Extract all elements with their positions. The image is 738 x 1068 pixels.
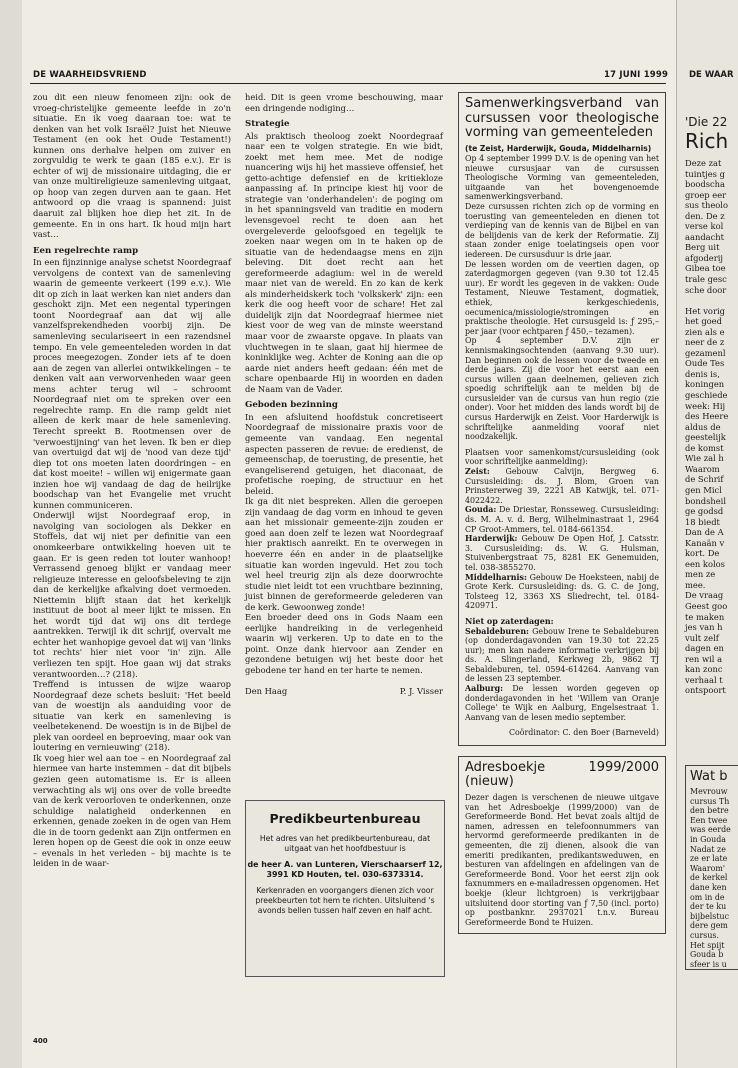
signature	[245, 686, 443, 697]
text-line: mee.	[685, 579, 706, 590]
box-title: Samenwerkingsverband van cursussen voor theologische vorming van gemeenteleden	[465, 96, 659, 140]
location-entry	[465, 684, 659, 722]
text-line: Oude Tes	[685, 358, 725, 369]
location-entry	[465, 467, 659, 505]
text-line: denis is,	[685, 368, 720, 379]
location-text: De Driestar, Ronsseweg. Cursusleiding: ds. M. A. v. d. Berg, Wilhelminastraat 1, 2964 CP Groot-Ammers, tel. 0184-661354.	[465, 505, 659, 534]
text-line: koningen	[685, 379, 725, 390]
box-title: Predikbeurtenbureau	[269, 811, 421, 826]
box-text: Kerkenraden en voorgangers dienen zich voor preekbeurten tot hem te richten. Uitsluitend 's avonds bellen tussen half zeven en half acht.	[255, 886, 435, 915]
text-line: 18 biedt	[685, 516, 720, 527]
location-name: Middelharnis:	[465, 572, 527, 582]
adjacent-title	[685, 115, 728, 152]
location-entry	[465, 505, 659, 534]
place: Den Haag	[245, 685, 288, 696]
text-line	[685, 295, 738, 306]
text-line: ren wil a	[685, 653, 723, 664]
text-line: verhaal t	[685, 674, 723, 685]
text-line: groep eer	[685, 189, 727, 200]
text-line: sfeer is u	[690, 959, 727, 969]
text-line: des Heere	[685, 411, 729, 422]
box-paragraph: Op 4 september D.V. zijn er kennismakingsochtenden (aanvang 9.30 uur). Dan beginnen ook de lessen voor de tweede en derde jaars. Zij die voor het eerst aan een cursus willen gaan deelnemen, gelieven zich spoedig schriftelijk aan te melden bij de cursusleider van de cursus van hun regio (zie onder). Voor het midden des lands wordt bij de cursus Harderwijk en Zeist. Voor Harderwijk is schriftelijke aanmelding vooraf niet noodzakelijk.	[465, 336, 659, 442]
text-line: sus theolo	[685, 200, 728, 211]
text-line: om in de	[690, 892, 725, 902]
adjacent-box-title: Wat b	[690, 769, 728, 784]
text-line: afgoderij	[685, 252, 723, 263]
location-name: Aalburg:	[465, 684, 504, 694]
paragraph: zou dit een nieuw fenomeen zijn: ook de vroeg-christelijke gemeente leefde in zo'n situatie. En ik voeg daaraan toe: wat te denken van het volk Israël? Juist het Nieuwe Testament (en ook het Oude Testament!) kunnen ons derhalve helpen om zuiver en zorgvuldig te werk te gaan (185 e.v.). Er is echter of wij de missionaire uitdaging, die er van onze multireligieuze samenleving uitgaat, op hoop van zegen durven aan te gaan. Het antwoord op die vraag is spannend: juist daaruit zal blijken hoe diep het zit. In de gemeente. En in ons hart. Ik houd mijn hart vast…	[33, 92, 231, 240]
text-line: verse kol	[685, 221, 724, 232]
location-entry	[465, 573, 659, 611]
text-line: te maken	[685, 611, 725, 622]
text-line: gezamenl	[685, 347, 726, 358]
adjacent-box	[685, 765, 738, 970]
coordinator: Coördinator: C. den Boer (Barneveld)	[509, 728, 659, 738]
text-line: dere gem	[690, 921, 728, 931]
text-line: Kanaän v	[685, 537, 725, 548]
adjacent-column	[685, 158, 738, 696]
location-entry	[465, 534, 659, 572]
paragraph: Een broeder deed ons in Gods Naam een eerlijke handreiking in de verlegenheid waarin wij verkeren. Up to date en to the point. Onze dank hiervoor aan Zender en gezondene betuigen wij het beste door het gebodene ter hand en ter harte te nemen.	[245, 612, 443, 675]
page-number: 400	[33, 1037, 48, 1045]
box-paragraph: Plaatsen voor samenkomst/cursusleiding (ook voor schriftelijke aanmelding):	[465, 447, 659, 467]
text-line: dane ken	[690, 882, 727, 892]
paragraph: Als praktisch theoloog zoekt Noordegraaf naar een te volgen strategie. En wie bidt, zoekt met hem mee. Met de nodige nuancering wijs hij het massieve offensief, het getto-achtige defensief en de kritiekloze aanpassing af. In principe kiest hij voor de strategie van 'onderhandelen': de poging om in het spanningsveld van traditie en modern levensgevoel recht te doen aan het overgeleverde geloofsgoed en tegelijk te zoeken naar wegen om in te haken op de situatie van de hedendaagse mens en zijn beleving. Dit doet recht aan het gereformeerde adagium: wel in de wereld maar niet van de wereld. En zo kan de kerk als minderheidskerk toch 'volkskerk' zijn: een kerk die oog heeft voor de schare! Het zal duidelijk zijn dat Noordegraaf hiermee niet kiest voor de weg van de minste weerstand maar voor de zwaarste opgave. In plaats van vluchtwegen in te slaan, gaat hij hiermee de koninklijke weg. Achter de Koning aan die op aarde niet anders heeft gedaan: één met de schare openbaarde Hij in woorden en daden de Naam van de Vader.	[245, 130, 443, 394]
predikbeurtenbureau-box	[245, 800, 445, 977]
text-line: jes van h	[685, 622, 723, 633]
text-line: der te ku	[690, 902, 727, 912]
text-line: boodscha	[685, 179, 726, 190]
text-line: de kerkel	[690, 873, 728, 883]
text-line: was eerde	[690, 825, 731, 835]
section-heading: Strategie	[245, 119, 290, 130]
text-line: Waarom	[685, 463, 720, 474]
box-paragraph: De lessen worden om de veertien dagen, op zaterdagmorgen gegeven (van 9.30 tot 12.45 uur). Er wordt les gegeven in de vakken: Oude Testament, Nieuwe Testament, dogmatiek, ethiek, kerkgeschiedenis, oecumenica/missiologie/stromingen en praktische theologie. Het cursusgeld is: ƒ 295,– per jaar (voor echtparen ƒ 450,– tezamen).	[465, 259, 659, 336]
location-text: De lessen worden gegeven op donderdagavonden in het 'Willem van Oranje College' te Wijk en Aalburg, Engelsestraat 1. Aanvang van de lesen medio september.	[465, 684, 660, 722]
section-heading: Een regelrechte ramp	[33, 245, 139, 256]
text-line: Deze zat	[685, 158, 722, 168]
text-line: ontspoort	[685, 685, 726, 696]
paragraph: Treffend is intussen de wijze waarop Noordegraaf deze schets besluit: 'Het beeld van de woestijn als aanduiding voor de situatie van kerk en samenleving is veelbetekenend. De woestijn is in de Bijbel de plek van oordeel en beproeving, maar ook van loutering en vernieuwing' (218).	[33, 679, 231, 753]
adjacent-title-big: Rich	[685, 129, 729, 153]
paragraph: In een fijnzinnige analyse schetst Noordegraaf vervolgens de context van de samenleving waarin de gemeente verkeert (199 e.v.). Wie dit op zich in laat werken kan niet anders dan geschokt zijn. Met een negental typeringen toont Noordegraaf aan dat wij alle vanzelfsprekendheden voorbij zijn. De samenleving seculariseert in een razendsnel tempo. En vele gemeenteleden worden in dat proces meegezogen. Zonder iets af te doen aan de zegen van allerlei ontwikkelingen – te denken valt aan verworvenheden waar geen mens achter terug wil – schroomt Noordegraaf niet om te spreken over een regelrechte ramp. En die ramp geldt niet alleen de kerk maar de hele samenleving. Terecht spreekt B. Rootmensen over de 'verwoestijning' van het leven. Ik ben er diep van overtuigd dat wij de 'nood van deze tijd' diep tot ons moeten laten doordringen – en dat kost moeite! – willen wij enigermate gaan inzien hoe wij vandaag de dag de heilrijke boodschap van het Evangelie met vrucht kunnen communiceren.	[33, 257, 231, 510]
journal-header: DE WAARHEIDSVRIEND	[33, 70, 147, 80]
text-line: Wie zal h	[685, 453, 724, 464]
text-line: bondsheil	[685, 495, 727, 506]
column-1	[33, 92, 231, 869]
text-line: aldus de	[685, 421, 721, 432]
box-text: Het adres van het predikbeurtenbureau, dat uitgaat van het hoofdbestuur is	[259, 834, 431, 853]
text-line: Het spijt	[690, 940, 725, 950]
text-line: een kolos	[685, 558, 725, 569]
location-entry	[465, 627, 659, 685]
text-line: Dan de A	[685, 527, 724, 538]
text-line: Nadat ze	[690, 844, 726, 854]
adjacent-header: DE WAAR	[689, 70, 734, 80]
text-line: aandacht	[685, 231, 725, 242]
box-paragraph: Deze cursussen richten zich op de vorming en toerusting van gemeenteleden en dienen tot verdieping van de kennis van de Bijbel en van de belijdenis van de kerk der Reformatie. Zij staan zonder enige toelatingseis open voor iedereen. De cursusduur is drie jaar.	[465, 202, 659, 259]
text-line: zien als e	[685, 326, 725, 337]
box-title: Adresboekje 1999/2000 (nieuw)	[465, 759, 659, 790]
text-line: ge godsd	[685, 506, 724, 517]
text-line: Het vorig	[685, 305, 725, 316]
address-block	[246, 860, 444, 879]
text-line: Gouda b	[690, 950, 724, 960]
location-name: Harderwijk:	[465, 534, 518, 544]
text-line: sche door	[685, 284, 727, 295]
issue-date: 17 JUNI 1999	[604, 70, 669, 80]
text-line: Geest goo	[685, 600, 728, 611]
box-subtitle: (te Zeist, Harderwijk, Gouda, Middelharnis)	[465, 143, 652, 153]
location-text: Gebouw Irene te Sebaldeburen (op donderdagavonden van 19.30 tot 22.25 uur); men kan nadere informatie verkrijgen bij ds. A. Slingerland, Kerkweg 2b, 9862 TJ Sebaldeburen, tel. 0594-614264. Aanvang van de lessen 23 september.	[465, 626, 659, 684]
sub-heading: Niet op zaterdagen:	[465, 615, 554, 626]
box-paragraph: Op 4 september 1999 D.V. is de opening van het nieuwe cursusjaar van de cursussen Theologische Vorming van gemeenteleden, uitgaande van het bovengenoemde samenwerkingsverband.	[465, 154, 659, 202]
text-line: Mevrouw	[690, 787, 728, 796]
text-line: kan zonc	[685, 664, 723, 675]
text-line: trale gesc	[685, 274, 727, 285]
text-line: kort. De	[685, 548, 720, 559]
text-line: cursus.	[690, 930, 719, 940]
location-name: Sebaldeburen:	[465, 626, 529, 636]
text-line: den. De z	[685, 210, 725, 221]
paragraph: In een afsluitend hoofdstuk concretiseert Noordegraaf de missionaire praxis voor de gemeente van vandaag. Een negental aspecten passeren de revue: de eredienst, de gemeenschap, de toerusting, de presentie, het evangeliserend getuigen, het diaconaat, de profetische roeping, de structuur en het beleid.	[245, 411, 443, 496]
text-line: de komst	[685, 442, 724, 453]
text-line: cursus Th	[690, 796, 730, 806]
section-heading: Geboden bezinning	[245, 400, 338, 411]
location-text: Gebouw Calvijn, Bergweg 6. Cursusleiding: ds. J. Blom, Groen van Prinstererweg 39, 2221 AB Katwijk, tel. 071-4022422.	[465, 467, 659, 505]
author: P. J. Visser	[399, 685, 443, 696]
adjacent-box-text	[690, 787, 738, 969]
adresboekje-box	[458, 756, 666, 934]
text-line: Waarom'	[690, 863, 726, 873]
text-line: het goed	[685, 316, 722, 327]
adjacent-title-line: 'Die 22	[685, 115, 728, 129]
text-line: Een twee	[690, 815, 728, 825]
column-3	[458, 92, 666, 934]
column-2	[245, 92, 443, 696]
text-line: den betre	[690, 806, 729, 816]
text-line: geschiede	[685, 390, 728, 401]
text-line: Gibea toe	[685, 263, 726, 274]
text-line: vult zelf	[685, 632, 719, 643]
text-line: de Schrif	[685, 474, 724, 485]
text-line: ze er late	[690, 854, 728, 864]
paragraph: Onderwijl wijst Noordegraaf erop, in navolging van sociologen als Dekker en Stoffels, dat wij niet per definitie van een onomkeerbare ontwikkeling hoeven uit te gaan. Er is geen reden tot louter wanhoop! Verrassend genoeg blijkt er vandaag meer religieuze interesse en geloofsbeleving te zijn dan de kerkelijke afkalving doet vermoeden. Niettemin blijft staan dat het kerkelijk instituut de boot al meer lijkt te missen. En het wordt tijd dat wij ons dit terdege aantrekken. Terwijl ik dit schrijf, overvalt me echter het wanhopige gevoel dat wij van 'links tot rechts' hier niet voor 'in' zijn. Alle verliezen ten spijt. Hoe gaan wij dat straks verantwoorden…? (218).	[33, 510, 231, 679]
box-paragraph: Dezer dagen is verschenen de nieuwe uitgave van het Adresboekje (1999/2000) van de Gereformeerde Bond. Het bevat zoals altijd de namen, adressen en telefoonnummers van hervormd gereformeerde predikanten in de gemeenten, die zij dienen, alsook die van emeriti predikanten, predikantsweduwen, en besturen van afdelingen en afdelingen van de Gereformeerde Bond. Voor het eerst zijn ook faxnummers en e-mailadressen opgenomen. Het boekje (kleur lichtgroen) is verkrijgbaar uitsluitend door storting van ƒ 7,50 (incl. porto) op postbanknr. 2937021 t.n.v. Bureau Gereformeerde Bond te Huizen.	[465, 792, 659, 927]
text-line: gen Micl	[685, 484, 722, 495]
paragraph: Ik ga dit niet bespreken. Allen die geroepen zijn vandaag de dag vorm en inhoud te geven aan het missionair gemeente-zijn zouden er goed aan doen zelf te lezen wat Noordegraaf hier praktisch aanreikt. En te overwegen in hoeverre één en ander in de plaatselijke situatie kan worden ingevuld. Het zou toch wel heel treurig zijn als deze doorwrochte studie niet leidt tot een vruchtbare bezinning, juist binnen de gereformeerde gelederen van de kerk. Gewoonweg zonde!	[245, 496, 443, 612]
header-rule	[30, 83, 666, 84]
text-line: Berg uit	[685, 242, 720, 253]
samenwerkingsverband-box	[458, 92, 666, 746]
location-text: Gebouw De Open Hof, J. Catsstr. 3. Cursusleiding: ds. W. G. Hulsman, Stuivenbergstraat 75, 8281 EK Genemuiden, tel. 038-3855270.	[465, 534, 659, 572]
address: de heer A. van Lunteren, Vierschaarserf 12, 3991 KD Houten, tel. 030-6373314.	[247, 860, 443, 879]
text-line: dagen en	[685, 643, 724, 654]
location-name: Gouda:	[465, 505, 497, 515]
text-line: tuintjes g	[685, 168, 725, 179]
paragraph: Ik voeg hier wel aan toe – en Noordegraaf zal hiermee van harte instemmen – dat dit bijbels gezien geen automatisme is. Er is alleen verwachting als wij ons over de volle breedte van de kerk veroorloven te onderkennen, onze schuldige nalatigheid onderkennen en erkennen, genade zoeken in de ogen van Hem die in de toorn gedenkt aan Zijn ontfermen en leren hopen op de Geest die ook in onze eeuw – evenals in het verleden – bij machte is te leiden in de waar-	[33, 752, 231, 869]
text-line: week: Hij	[685, 400, 726, 411]
text-line: geestelijk	[685, 432, 726, 443]
adjacent-page	[676, 0, 738, 1068]
text-line: men ze	[685, 569, 716, 580]
location-name: Zeist:	[465, 467, 490, 477]
text-line: bijbelstuc	[690, 911, 729, 921]
paragraph: heid. Dit is geen vrome beschouwing, maar een dringende nodiging…	[245, 92, 443, 113]
text-line: De vraag	[685, 590, 724, 601]
location-text: Gebouw De Hoeksteen, nabij de Grote Kerk. Cursusleiding: ds. G. C. de Jong, Tolsteeg 12, 3363 XS Sliedrecht, tel. 0184-420971.	[465, 572, 659, 611]
text-line: neer de z	[685, 337, 725, 348]
text-line: in Gouda	[690, 834, 727, 844]
